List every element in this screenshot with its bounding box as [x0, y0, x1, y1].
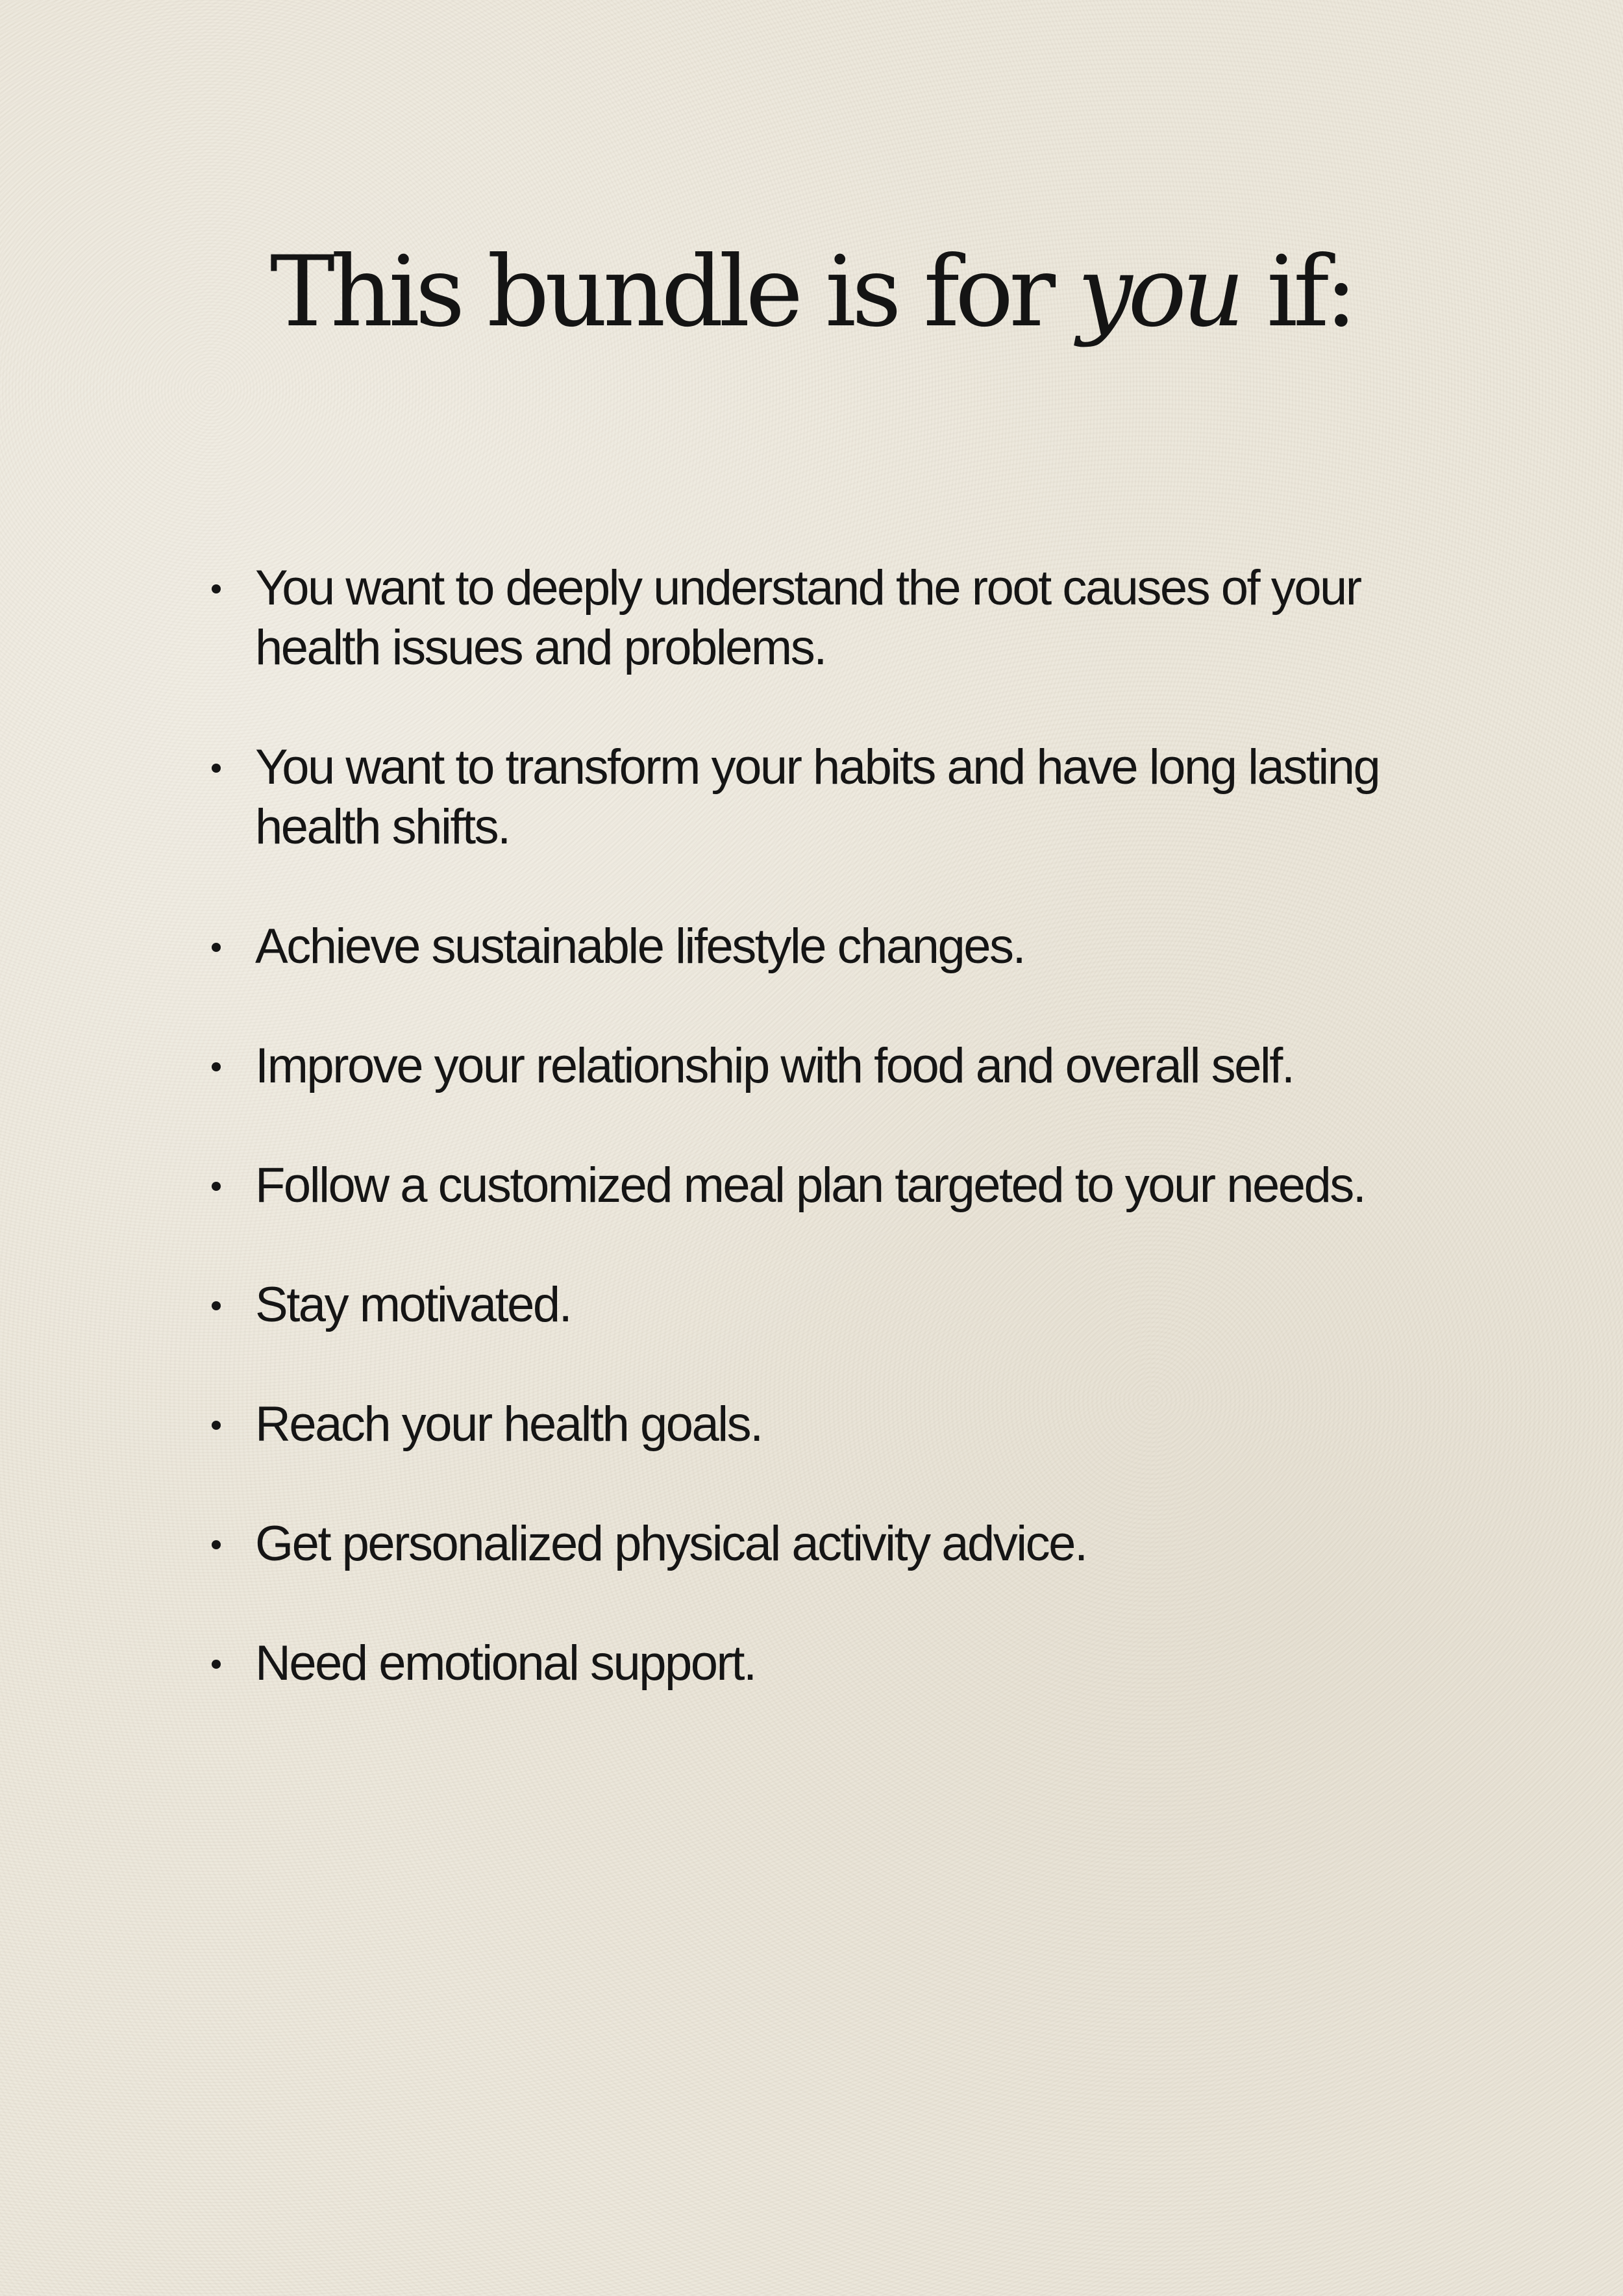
list-item — [206, 1156, 1479, 1216]
bullet-icon — [212, 1660, 221, 1669]
title-suffix: if: — [1240, 236, 1354, 349]
bullet-icon — [212, 764, 221, 773]
list-item-text: Achieve sustainable lifestyle changes. — [255, 919, 1025, 974]
list-item — [206, 917, 1479, 977]
list-item-text: You want to deeply understand the root causes of your health issues and problems. — [255, 560, 1361, 675]
bullet-icon — [212, 943, 221, 952]
list-item-text: Need emotional support. — [255, 1636, 756, 1691]
list-item — [206, 1275, 1479, 1335]
list-item-text: Get personalized physical activity advice. — [255, 1516, 1087, 1571]
bullet-icon — [212, 1540, 221, 1549]
bullet-icon — [212, 1062, 221, 1071]
list-item — [206, 1036, 1479, 1096]
list-item — [206, 1395, 1479, 1454]
bullet-icon — [212, 1182, 221, 1191]
bullet-icon — [212, 1301, 221, 1310]
benefits-list — [206, 558, 1479, 1753]
list-item — [206, 738, 1479, 857]
title-prefix: This bundle is for — [269, 236, 1078, 349]
bullet-icon — [212, 584, 221, 593]
title-emphasis: you — [1077, 236, 1241, 349]
list-item — [206, 558, 1479, 678]
list-item-text: Stay motivated. — [255, 1277, 571, 1332]
list-item-text: Follow a customized meal plan targeted to your needs. — [255, 1158, 1365, 1213]
page-title — [0, 227, 1623, 357]
list-item — [206, 1634, 1479, 1693]
list-item — [206, 1514, 1479, 1574]
list-item-text: Reach your health goals. — [255, 1397, 762, 1452]
list-item-text: You want to transform your habits and have long lasting health shifts. — [255, 740, 1380, 855]
list-item-text: Improve your relationship with food and overall self. — [255, 1038, 1294, 1093]
bullet-icon — [212, 1421, 221, 1430]
